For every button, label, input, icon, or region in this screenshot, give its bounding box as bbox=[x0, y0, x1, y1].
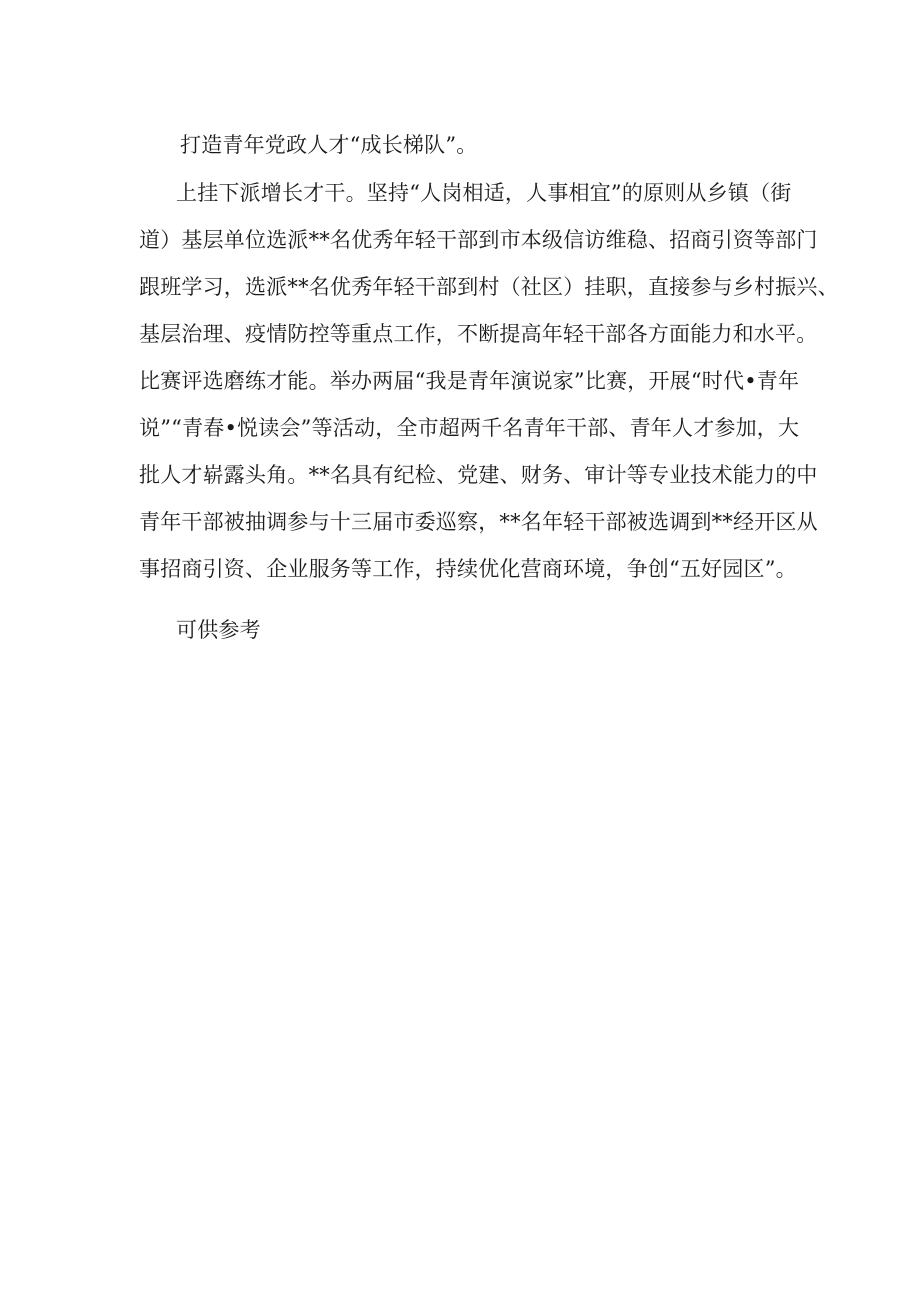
paragraph-line: 比赛评选磨练才能。举办两届“我是青年演说家”比赛，开展“时代•青年 bbox=[139, 369, 800, 393]
section-heading: 打造青年党政人才“成长梯队”。 bbox=[180, 133, 478, 157]
paragraph-line: 事招商引资、企业服务等工作，持续优化营商环境，争创“五好园区”。 bbox=[139, 557, 797, 581]
paragraph-line: 上挂下派增长才干。坚持“人岗相适，人事相宜”的原则从乡镇（街 bbox=[176, 181, 792, 205]
paragraph-line: 说”“青春•悦读会”等活动，全市超两千名青年干部、青年人才参加，大 bbox=[139, 416, 800, 440]
paragraph-line: 道）基层单位选派**名优秀年轻干部到市本级信访维稳、招商引资等部门 bbox=[139, 228, 818, 252]
closing-note: 可供参考 bbox=[176, 618, 261, 642]
paragraph-line: 跟班学习，选派**名优秀年轻干部到村（社区）挂职，直接参与乡村振兴、 bbox=[139, 275, 839, 299]
paragraph-line: 基层治理、疫情防控等重点工作，不断提高年轻干部各方面能力和水平。 bbox=[139, 322, 818, 346]
paragraph-line: 青年干部被抽调参与十三届市委巡察，**名年轻干部被选调到**经开区从 bbox=[139, 510, 818, 534]
paragraph-line: 批人才崭露头角。**名具有纪检、党建、财务、审计等专业技术能力的中 bbox=[139, 463, 818, 487]
